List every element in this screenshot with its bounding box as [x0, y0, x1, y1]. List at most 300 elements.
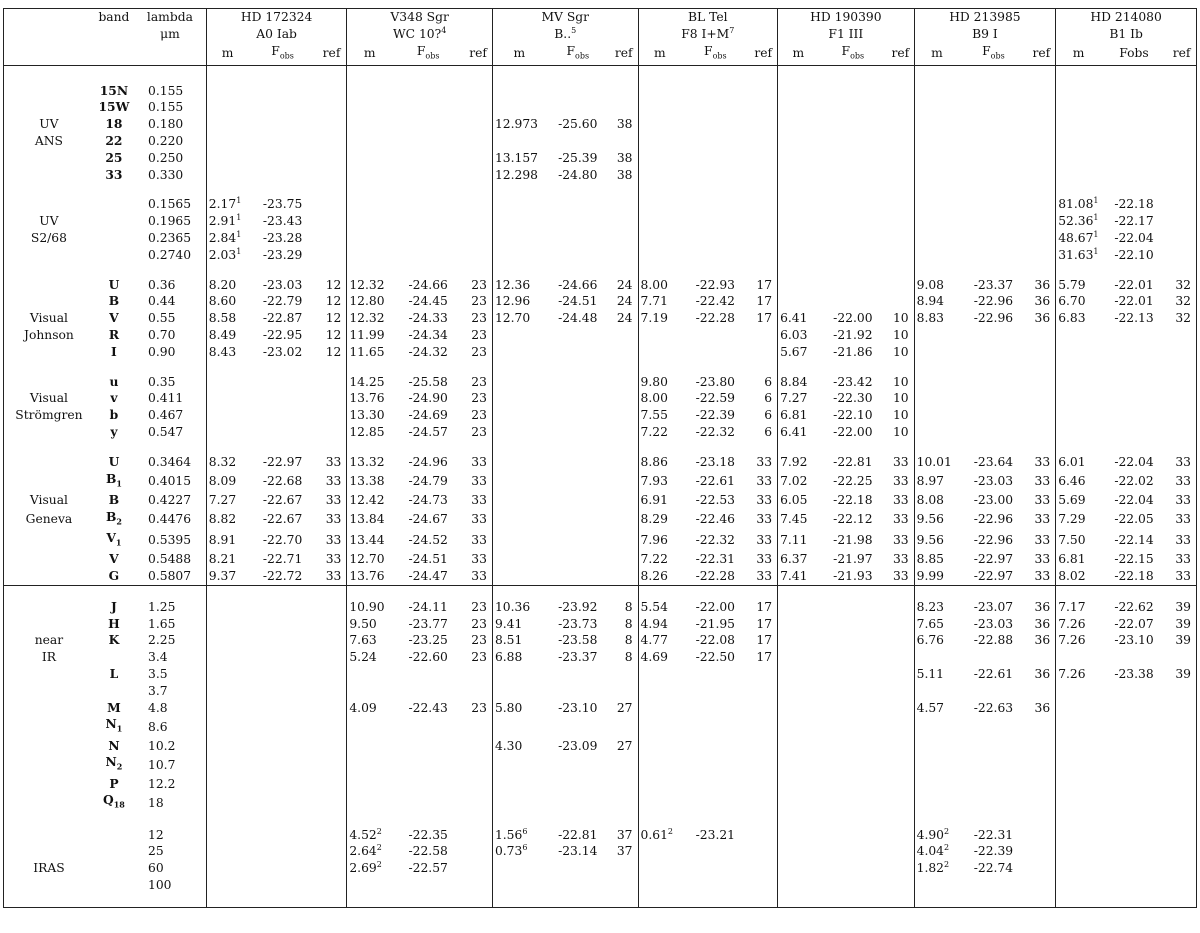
flux-cell [392, 83, 464, 100]
flux-cell: -22.46 [695, 511, 735, 526]
flux-cell [1101, 683, 1167, 700]
blank-cell [1028, 65, 1056, 82]
flux-cell: -22.01 [1114, 277, 1154, 292]
ref-cell: 33 [1034, 454, 1051, 469]
flux-cell [681, 133, 749, 150]
group-spacer [4, 264, 1197, 277]
header-row-columns [4, 43, 1197, 66]
ref-cell [610, 683, 638, 700]
mag-cell [206, 877, 248, 894]
mag-cell [638, 374, 681, 391]
table-row [4, 310, 1197, 327]
group-label: S2/68 [30, 231, 67, 246]
mag-cell [914, 150, 959, 167]
blank-cell [546, 361, 610, 374]
blank-cell [1056, 441, 1101, 454]
mag-cell [914, 632, 959, 649]
mag-cell [206, 551, 248, 568]
mag-value: 8.09 [208, 473, 237, 488]
flux-cell [819, 213, 887, 230]
band-name: U [108, 276, 120, 292]
mag-note: 2 [376, 826, 382, 836]
mag-cell [1056, 738, 1101, 755]
group-label: UV [39, 214, 59, 229]
blank-cell [4, 65, 94, 82]
ref-cell [464, 877, 492, 894]
blank-cell [778, 441, 819, 454]
mag-cell [206, 666, 248, 683]
lambda-cell: 10.2 [148, 738, 176, 753]
ref-cell [317, 843, 347, 860]
flux-cell: -22.97 [262, 454, 303, 469]
flux-cell [392, 716, 464, 737]
flux-cell [681, 754, 749, 775]
mag-value: 5.80 [494, 700, 523, 715]
ref-cell [317, 424, 347, 441]
ref-cell: 33 [1175, 492, 1191, 507]
mag-value: 31.63 [1058, 247, 1094, 262]
flux-cell [959, 213, 1027, 230]
group-label [4, 716, 94, 737]
ref-cell [464, 150, 492, 167]
ref-cell [317, 666, 347, 683]
flux-cell [819, 247, 887, 264]
flux-cell [959, 649, 1027, 666]
flux-cell [248, 632, 316, 649]
mag-value: 8.84 [780, 374, 808, 389]
mag-value: 7.45 [780, 511, 808, 526]
mag-cell [347, 509, 392, 530]
ref-cell [749, 683, 777, 700]
mag-value: 8.58 [208, 311, 237, 326]
ref-cell [1028, 738, 1056, 755]
lambda-cell: 0.90 [148, 344, 176, 359]
flux-cell [392, 877, 464, 894]
mag-value: 8.23 [916, 599, 945, 614]
ref-cell [464, 843, 492, 860]
mag-cell [206, 616, 248, 633]
blank-cell [94, 65, 134, 82]
flux-cell [1101, 99, 1167, 116]
ref-cell [749, 754, 777, 775]
blank-cell [4, 585, 94, 599]
ref-cell: 39 [1175, 616, 1191, 631]
fobs-sub: obs [425, 51, 440, 61]
mag-cell [778, 632, 819, 649]
mag-cell [492, 776, 545, 793]
mag-cell [347, 344, 392, 361]
ref-cell: 24 [616, 311, 633, 326]
mag-value: 2.17 [208, 197, 237, 212]
flux-cell: -22.88 [973, 633, 1014, 648]
flux-cell [959, 150, 1027, 167]
ref-cell [1167, 843, 1196, 860]
sptype-text: WC 10? [393, 26, 442, 41]
ref-cell [317, 374, 347, 391]
mag-cell [347, 327, 392, 344]
mag-value: 4.69 [640, 650, 668, 665]
col-ref: ref [464, 43, 492, 66]
mag-cell [914, 568, 959, 585]
ref-cell: 6 [764, 408, 773, 423]
mag-cell [638, 530, 681, 551]
col-ref: ref [1167, 43, 1196, 66]
mag-cell [492, 407, 545, 424]
band-cell [94, 196, 134, 213]
band-cell [94, 683, 134, 700]
ref-cell: 33 [325, 454, 342, 469]
col-m: m [638, 43, 681, 66]
blank-cell [778, 585, 819, 599]
band-cell [94, 374, 134, 391]
header-row-sptype [4, 26, 1197, 43]
mag-cell [1056, 776, 1101, 793]
ref-cell [887, 167, 914, 184]
band-cell [94, 568, 134, 585]
flux-cell: -22.42 [695, 294, 735, 309]
ref-cell [1028, 827, 1056, 844]
flux-cell [819, 792, 887, 813]
flux-cell: -23.28 [262, 231, 303, 246]
mag-cell [492, 599, 545, 616]
ref-cell [610, 133, 638, 150]
ref-cell: 23 [471, 374, 487, 389]
blank-cell [914, 65, 959, 82]
table-row [4, 83, 1197, 100]
flux-cell: -24.48 [558, 311, 598, 326]
fobs-label: F [982, 43, 991, 58]
flux-cell [819, 616, 887, 633]
flux-cell: -24.79 [408, 473, 448, 488]
band-name: V [109, 310, 119, 326]
lambda-cell: 0.70 [148, 328, 176, 342]
flux-cell [248, 407, 316, 424]
mag-cell [206, 754, 248, 775]
ref-cell [887, 843, 914, 860]
flux-cell [248, 374, 316, 391]
ref-cell: 8 [624, 650, 633, 665]
mag-value: 12.96 [494, 294, 531, 309]
ref-cell [317, 150, 347, 167]
band-cell [94, 230, 134, 247]
blank-cell [778, 894, 819, 908]
star-name-1: V348 Sgr [347, 9, 493, 26]
sptype-text: F8 I+M [681, 26, 730, 41]
mag-cell [778, 877, 819, 894]
flux-cell [819, 116, 887, 133]
table-row [4, 792, 1197, 813]
ref-cell: 12 [325, 311, 342, 326]
blank-cell [819, 65, 887, 82]
flux-cell: -24.51 [408, 552, 448, 567]
ref-cell [317, 792, 347, 813]
blank-cell [778, 264, 819, 277]
mag-value: 4.09 [349, 700, 377, 715]
mag-value: 11.99 [349, 328, 385, 342]
flux-cell: -22.04 [1114, 231, 1154, 246]
ref-cell [749, 827, 777, 844]
flux-cell [681, 716, 749, 737]
mag-value: 6.41 [780, 311, 808, 326]
mag-cell [638, 754, 681, 775]
blank [4, 43, 94, 66]
mag-value: 8.26 [640, 568, 668, 583]
blank-cell [392, 814, 464, 827]
mag-cell [638, 471, 681, 492]
blank-cell [914, 894, 959, 908]
blank-cell [1056, 361, 1101, 374]
table-row [4, 390, 1197, 407]
ref-cell: 8 [624, 599, 633, 614]
flux-cell [959, 776, 1027, 793]
ref-cell [1028, 167, 1056, 184]
mag-cell [206, 843, 248, 860]
mag-cell [778, 230, 819, 247]
band-sub: 1 [116, 723, 123, 734]
fobs-label: F [566, 43, 576, 58]
mag-cell [778, 293, 819, 310]
ref-cell [464, 99, 492, 116]
group-label [4, 599, 94, 616]
mag-cell [778, 776, 819, 793]
mag-cell [492, 150, 545, 167]
ref-cell [610, 666, 638, 683]
ref-cell: 23 [471, 424, 487, 439]
table-row [4, 716, 1197, 737]
ref-cell: 6 [764, 391, 773, 406]
ref-cell [749, 700, 777, 717]
blank-cell [94, 814, 134, 827]
mag-cell [492, 247, 545, 264]
mag-cell [492, 877, 545, 894]
mag-value: 7.27 [780, 391, 808, 406]
mag-cell [206, 632, 248, 649]
mag-value: 4.90 [916, 827, 945, 842]
flux-cell [1101, 827, 1167, 844]
blank-cell [392, 183, 464, 196]
flux-cell [819, 99, 887, 116]
flux-cell [819, 776, 887, 793]
mag-value: 13.157 [494, 150, 538, 165]
flux-cell [546, 860, 610, 877]
flux-cell: -23.75 [262, 197, 303, 212]
mag-cell [492, 344, 545, 361]
blank-cell [492, 585, 545, 599]
mag-cell [347, 230, 392, 247]
ref-cell [887, 792, 914, 813]
flux-cell: -24.73 [408, 492, 448, 507]
star-name-6: HD 214080 [1056, 9, 1197, 26]
mag-cell [492, 509, 545, 530]
mag-value: 4.94 [640, 616, 668, 631]
flux-cell: -24.45 [408, 294, 448, 309]
ref-cell: 36 [1034, 294, 1051, 309]
mag-cell [206, 738, 248, 755]
flux-cell: -22.00 [833, 424, 873, 439]
mag-cell [1056, 277, 1101, 294]
mag-cell [914, 167, 959, 184]
ref-cell [610, 99, 638, 116]
flux-cell: -24.52 [408, 533, 448, 548]
ref-cell: 36 [1034, 616, 1051, 631]
blank-cell [1167, 441, 1196, 454]
ref-cell [317, 247, 347, 264]
blank-cell [4, 361, 94, 374]
blank-cell [610, 585, 638, 599]
flux-cell: -21.92 [833, 328, 873, 342]
ref-cell [749, 133, 777, 150]
ref-cell [1028, 374, 1056, 391]
mag-note: 6 [522, 826, 528, 836]
blank-cell [1056, 814, 1101, 827]
mag-cell [914, 230, 959, 247]
col-fobs [681, 43, 749, 66]
mag-cell [492, 454, 545, 471]
flux-cell [546, 551, 610, 568]
flux-cell: -24.80 [558, 167, 598, 182]
blank-cell [959, 894, 1027, 908]
mag-cell [1056, 133, 1101, 150]
ref-cell: 17 [756, 599, 773, 614]
band-cell [94, 792, 134, 813]
blank-cell [1101, 585, 1167, 599]
ref-cell [464, 230, 492, 247]
flux-cell [819, 877, 887, 894]
ref-cell: 33 [471, 473, 487, 488]
band-cell [94, 310, 134, 327]
mag-cell [347, 293, 392, 310]
flux-cell [1101, 116, 1167, 133]
group-label: Visual [29, 311, 68, 326]
mag-cell [914, 700, 959, 717]
blank-cell [681, 585, 749, 599]
group-label [4, 776, 94, 793]
ref-cell: 33 [1034, 492, 1051, 507]
ref-cell [749, 776, 777, 793]
blank-cell [134, 814, 206, 827]
flux-cell [959, 754, 1027, 775]
table-row [4, 860, 1197, 877]
mag-cell [492, 230, 545, 247]
mag-value: 8.51 [494, 633, 523, 648]
flux-cell: -22.96 [973, 311, 1014, 326]
ref-cell [887, 99, 914, 116]
flux-cell [1101, 83, 1167, 100]
mag-value: 8.08 [916, 492, 945, 507]
ref-cell: 10 [892, 408, 909, 423]
band-cell [94, 700, 134, 717]
flux-cell [546, 454, 610, 471]
mag-cell [1056, 860, 1101, 877]
blank-cell [392, 65, 464, 82]
mag-cell [206, 649, 248, 666]
flux-cell [681, 167, 749, 184]
flux-cell [546, 247, 610, 264]
ref-cell [610, 716, 638, 737]
band-cell [94, 471, 134, 492]
flux-cell: -22.32 [695, 533, 735, 548]
ref-cell [887, 776, 914, 793]
col-ref: ref [610, 43, 638, 66]
mag-note: 1 [236, 213, 242, 223]
lambda-cell: 0.36 [148, 277, 176, 292]
blank-cell [610, 814, 638, 827]
flux-cell: -22.08 [695, 633, 735, 648]
mag-value: 13.30 [349, 408, 385, 423]
ref-cell [1028, 860, 1056, 877]
mag-cell [206, 196, 248, 213]
group-label: Strömgren [15, 408, 83, 423]
col-m: m [492, 43, 545, 66]
ref-cell [887, 716, 914, 737]
ref-cell [317, 196, 347, 213]
sptype-note: 7 [729, 25, 735, 35]
flux-cell: -22.97 [973, 552, 1014, 567]
flux-cell [959, 683, 1027, 700]
mag-value: 8.02 [1058, 568, 1086, 583]
group-label [4, 344, 94, 361]
flux-cell: -24.66 [408, 277, 448, 292]
ref-cell [887, 877, 914, 894]
ref-cell: 23 [471, 311, 487, 326]
blank-cell [638, 894, 681, 908]
flux-cell: -22.18 [1114, 197, 1154, 212]
mag-cell [347, 133, 392, 150]
ref-cell [464, 133, 492, 150]
blank-cell [94, 585, 134, 599]
ref-cell [887, 649, 914, 666]
blank-cell [959, 814, 1027, 827]
mag-cell [638, 310, 681, 327]
blank-cell [392, 361, 464, 374]
mag-cell [347, 860, 392, 877]
group-label: Johnson [24, 328, 74, 342]
mag-cell [206, 390, 248, 407]
mag-cell [492, 116, 545, 133]
flux-cell [681, 700, 749, 717]
mag-value: 12.70 [494, 311, 531, 326]
flux-cell [546, 877, 610, 894]
flux-cell [392, 116, 464, 133]
ref-cell: 23 [471, 633, 487, 648]
flux-cell: -22.31 [973, 827, 1014, 842]
mag-cell [914, 509, 959, 530]
ref-cell: 33 [756, 492, 773, 507]
flux-cell: -23.37 [973, 277, 1014, 292]
flux-cell [546, 666, 610, 683]
flux-cell [1101, 754, 1167, 775]
lambda-cell: 18 [148, 795, 164, 810]
group-label [4, 738, 94, 755]
table-row [4, 551, 1197, 568]
band-cell [94, 213, 134, 230]
group-label [4, 530, 94, 551]
blank-cell [492, 361, 545, 374]
ref-cell [887, 230, 914, 247]
flux-cell [959, 196, 1027, 213]
flux-cell [248, 860, 316, 877]
band-cell [94, 738, 134, 755]
ref-cell [317, 133, 347, 150]
blank-cell [914, 183, 959, 196]
mag-cell [206, 99, 248, 116]
flux-cell: -23.02 [262, 344, 303, 359]
flux-cell [681, 877, 749, 894]
blank-cell [546, 264, 610, 277]
blank-cell [1167, 183, 1196, 196]
mag-cell [492, 792, 545, 813]
band-name: G [108, 567, 120, 583]
